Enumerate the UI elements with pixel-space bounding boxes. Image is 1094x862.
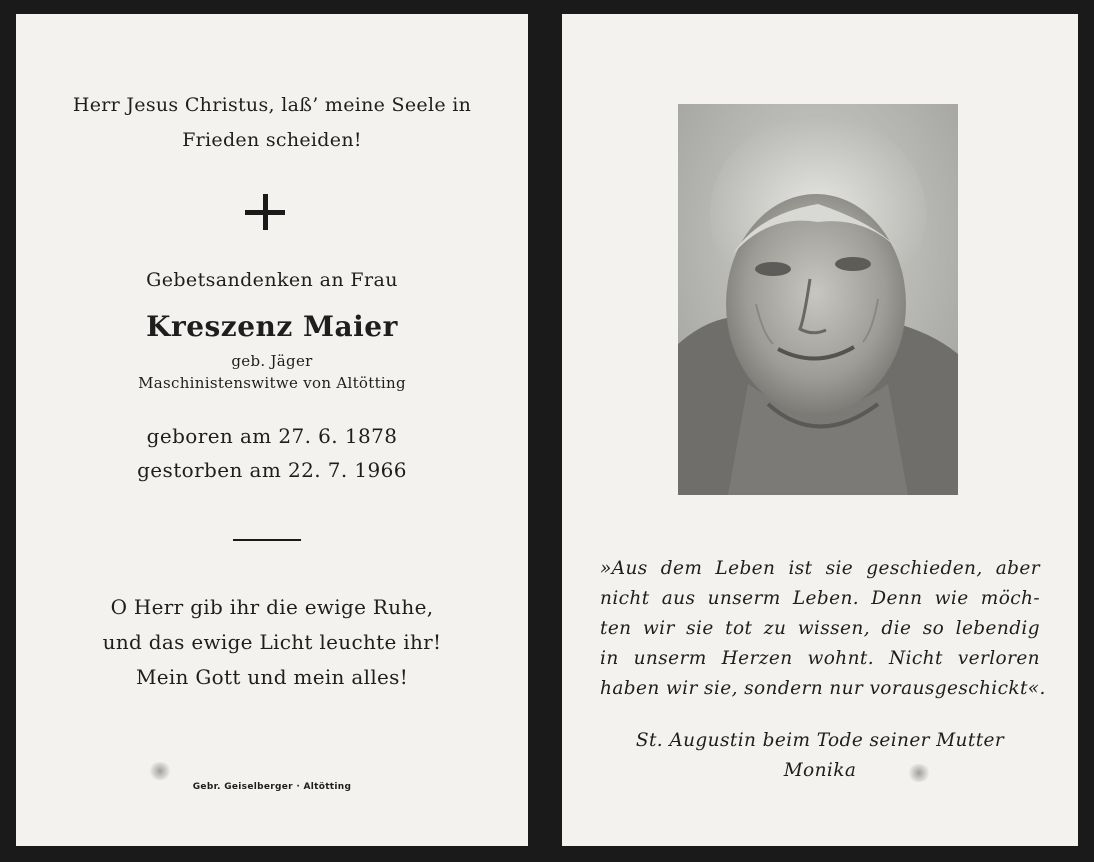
- augustine-quote: [600, 554, 1046, 704]
- prayer-top-line: Frieden scheiden!: [182, 129, 362, 151]
- quote-line: ten wir sie tot zu wissen, die so lebendig: [600, 618, 1040, 639]
- quote-line: »Aus dem Leben ist sie geschieden, aber: [600, 558, 1040, 579]
- printer-credit: Gebr. Geiselberger · Altötting: [192, 782, 352, 792]
- death-date: gestorben am 22. 7. 1966: [137, 458, 407, 482]
- memorial-line: Gebetsandenken an Frau: [146, 269, 398, 291]
- prayer-top: [16, 88, 528, 158]
- smudge-mark: [908, 764, 930, 782]
- portrait-image: [678, 104, 958, 495]
- left-panel: [16, 14, 528, 846]
- prayer-top-line: Herr Jesus Christus, laß’ meine Seele in: [72, 94, 472, 116]
- smudge-mark: [149, 762, 171, 780]
- portrait-photo: [678, 104, 958, 495]
- quote-line: in unserm Herzen wohnt. Nicht verloren: [600, 648, 1040, 669]
- attribution-line: Monika: [783, 760, 857, 781]
- closing-line: Mein Gott und mein alles!: [135, 665, 409, 689]
- maiden-name: geb. Jäger: [231, 352, 313, 370]
- right-panel: [562, 14, 1078, 846]
- cross-icon: [245, 194, 285, 230]
- quote-attribution: [562, 726, 1078, 786]
- attribution-line: St. Augustin beim Tode seiner Mutter: [635, 730, 1005, 751]
- divider: [233, 539, 301, 541]
- quote-line: haben wir sie, sondern nur vorausgeschickt«.: [600, 678, 1046, 699]
- birth-date: geboren am 27. 6. 1878: [146, 424, 398, 448]
- fold-gap: [528, 0, 562, 862]
- prayer-bottom-line: und das ewige Licht leuchte ihr!: [102, 630, 442, 654]
- prayer-bottom-line: O Herr gib ihr die ewige Ruhe,: [110, 595, 434, 619]
- quote-line: nicht aus unserm Leben. Denn wie möch-: [600, 588, 1040, 609]
- occupation: Maschinistenswitwe von Altötting: [138, 374, 406, 392]
- prayer-bottom: [16, 590, 528, 695]
- deceased-name: Kreszenz Maier: [146, 310, 398, 343]
